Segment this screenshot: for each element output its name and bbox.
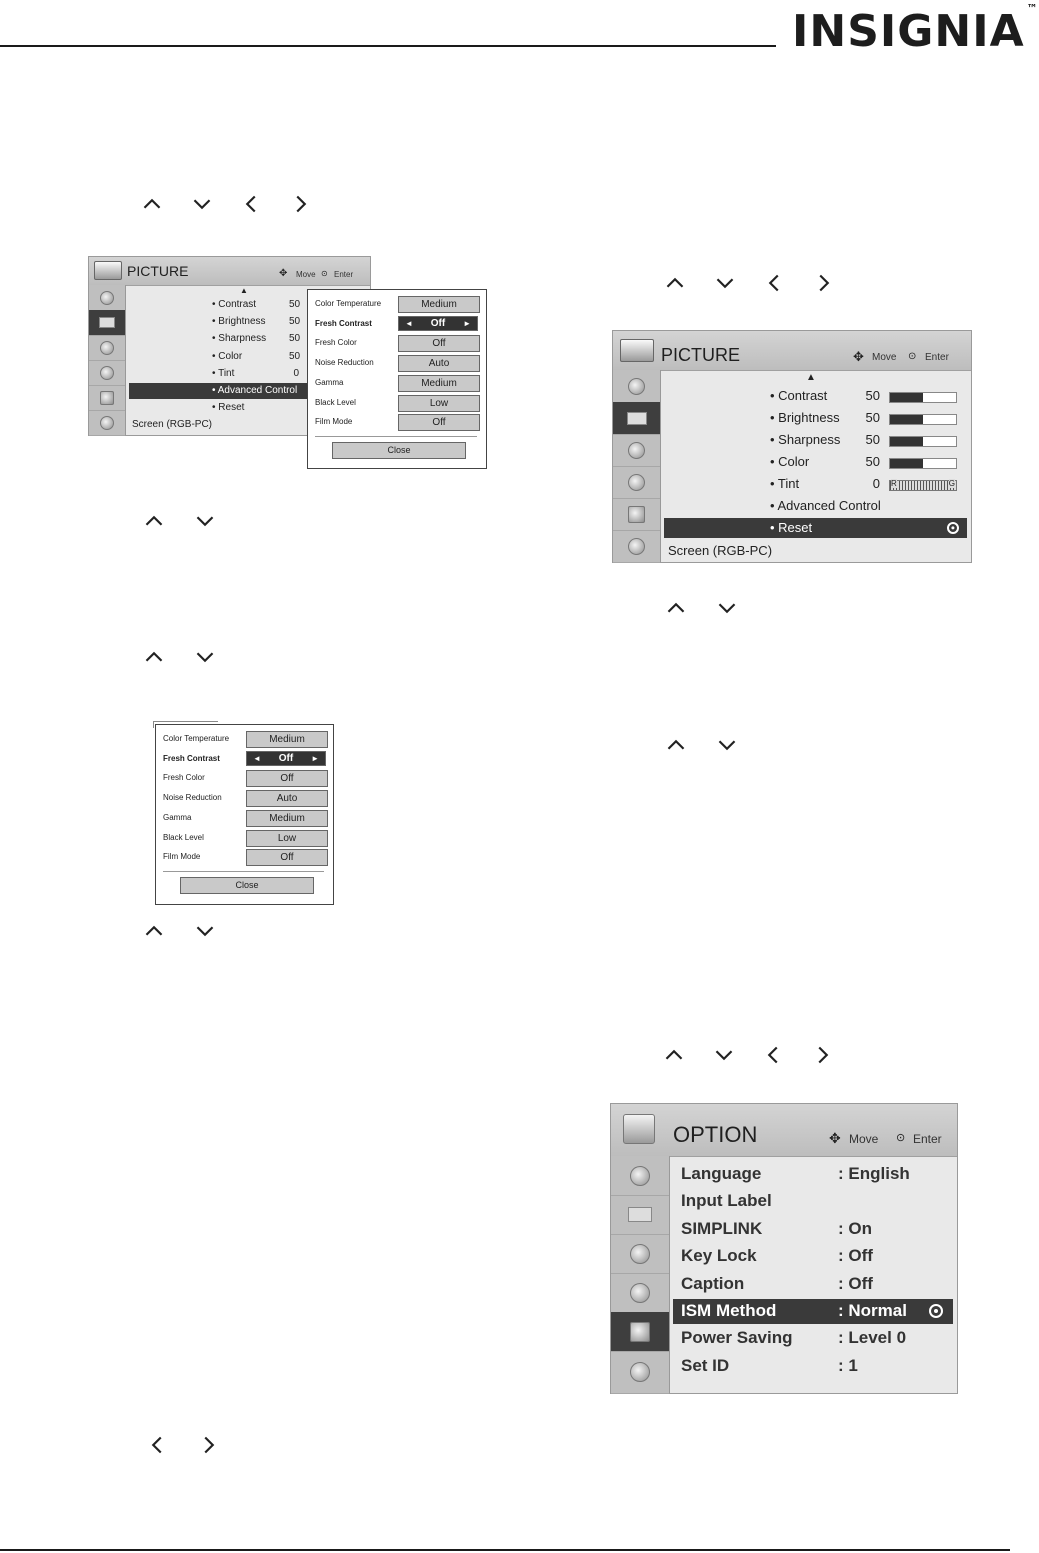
right-arrow-icon[interactable]: ► [311, 753, 319, 763]
menu-item-value: 50 [289, 299, 301, 310]
brand-logo: INSIGNIA ™ [792, 2, 1039, 57]
header-rule [0, 45, 776, 47]
level-bar[interactable] [889, 392, 957, 403]
move-icon: ✥ [279, 268, 288, 279]
setting-value[interactable]: Medium [246, 810, 328, 827]
chevron-up-icon [667, 738, 685, 752]
menu-item-label: • Brightness [770, 410, 840, 425]
chevron-down-icon [196, 924, 214, 938]
enter-indicator-icon [947, 522, 959, 534]
scroll-up-indicator[interactable]: ▲ [806, 372, 816, 383]
enter-icon: ⊙ [896, 1132, 906, 1144]
divider [163, 871, 324, 872]
level-bar-fill [890, 393, 923, 402]
move-hint: Move [872, 352, 897, 363]
menu-sidebar [611, 1156, 670, 1393]
tint-red-label: R [891, 479, 897, 488]
setting-label: Color Temperature [315, 299, 382, 308]
option-item-value: : Level 0 [838, 1328, 907, 1348]
move-hint: Move [849, 1132, 879, 1146]
setting-label: Film Mode [315, 417, 353, 427]
chevron-down-icon [715, 1048, 733, 1062]
menu-item-label: • Advanced Control [770, 498, 881, 513]
menu-item-label: • Contrast [770, 388, 828, 403]
setting-label: Noise Reduction [315, 358, 374, 368]
level-bar-fill [890, 415, 923, 424]
menu-title: OPTION [673, 1122, 758, 1147]
sidebar-lock-icon[interactable] [89, 410, 125, 436]
close-button[interactable]: Close [180, 877, 314, 894]
screen-source-label: Screen (RGB-PC) [668, 543, 773, 558]
sidebar-time-icon[interactable] [611, 1273, 669, 1313]
left-arrow-icon[interactable]: ◄ [405, 318, 413, 328]
setting-label: Black Level [163, 832, 204, 842]
menu-item-row[interactable] [664, 386, 967, 406]
setting-label: Fresh Color [163, 773, 205, 783]
sidebar-time-icon[interactable] [89, 360, 125, 386]
setting-value[interactable]: Off [398, 414, 480, 431]
sidebar-lock-icon[interactable] [613, 530, 660, 563]
chevron-left-icon [244, 195, 258, 213]
setting-value[interactable]: Off [246, 849, 328, 866]
option-item-row[interactable] [673, 1162, 953, 1187]
chevron-up-icon [667, 601, 685, 615]
option-item-label: Set ID [681, 1355, 730, 1375]
screen-source-label: Screen (RGB-PC) [132, 419, 213, 430]
menu-item-value: 0 [293, 367, 299, 379]
chevron-down-icon [716, 276, 734, 290]
menu-item-value: 0 [872, 476, 880, 491]
left-arrow-icon[interactable]: ◄ [253, 753, 261, 763]
setting-value[interactable]: Auto [398, 355, 480, 372]
option-item-label: SIMPLINK [681, 1218, 763, 1238]
level-bar[interactable] [889, 458, 957, 469]
setting-label: Color Temperature [163, 734, 230, 743]
chevron-down-icon [718, 738, 736, 752]
sidebar-picture-icon[interactable] [611, 1195, 669, 1235]
option-item-value: : 1 [838, 1355, 858, 1375]
sidebar-setup-icon[interactable] [611, 1156, 669, 1196]
option-item-label: Caption [681, 1273, 745, 1293]
option-item-label: Language [681, 1164, 762, 1183]
menu-item-label: • Reset [770, 520, 813, 535]
tv-icon [620, 339, 654, 362]
chevron-up-icon [665, 1048, 683, 1062]
setting-value[interactable]: Low [246, 830, 328, 847]
chevron-up-icon [143, 197, 161, 211]
enter-hint: Enter [925, 352, 949, 363]
chevron-right-icon [817, 274, 831, 292]
sidebar-setup-icon[interactable] [89, 285, 125, 311]
menu-item-row[interactable] [664, 408, 967, 428]
move-icon: ✥ [853, 349, 864, 364]
setting-value[interactable] [246, 751, 326, 766]
menu-item-label: • Brightness [212, 316, 266, 328]
setting-label: Gamma [163, 812, 192, 822]
option-menu-icon [623, 1114, 655, 1144]
footer-rule [0, 1549, 1010, 1551]
setting-label: Film Mode [163, 852, 201, 862]
setting-value[interactable]: Medium [246, 731, 328, 748]
chevron-down-icon [718, 601, 736, 615]
option-item-label: ISM Method [681, 1301, 777, 1320]
option-item-label: Input Label [681, 1191, 772, 1211]
option-item-value: : On [838, 1218, 872, 1238]
option-item-label: Power Saving [681, 1328, 793, 1348]
chevron-left-icon [150, 1436, 164, 1454]
option-item-row[interactable] [673, 1244, 953, 1269]
menu-title-bar [613, 331, 971, 371]
option-item-value: : Off [838, 1273, 873, 1293]
level-bar-fill [890, 459, 923, 468]
menu-sidebar [89, 285, 126, 435]
enter-hint: Enter [913, 1132, 942, 1146]
menu-item-label: • Sharpness [212, 333, 267, 345]
chevron-down-icon [193, 197, 211, 211]
menu-item-value: 50 [865, 454, 880, 469]
chevron-down-icon [196, 514, 214, 528]
picture-menu-large [612, 330, 972, 563]
menu-title: PICTURE [127, 263, 189, 279]
menu-item-row[interactable] [664, 518, 967, 538]
sidebar-lock-icon[interactable] [611, 1351, 669, 1394]
sidebar-picture-icon[interactable] [89, 310, 125, 336]
setting-label: Fresh Color [315, 338, 357, 348]
level-bar-fill [890, 437, 923, 446]
menu-item-row[interactable] [664, 430, 967, 450]
close-button[interactable]: Close [332, 442, 466, 459]
sidebar-time-icon[interactable] [613, 466, 660, 499]
advanced-control-popup [307, 289, 487, 469]
option-menu [610, 1103, 958, 1394]
setting-value[interactable]: Off [246, 770, 328, 787]
chevron-left-icon [767, 274, 781, 292]
menu-item-value: 50 [289, 350, 301, 362]
advanced-control-panel [155, 724, 334, 905]
menu-item-label: • Tint [212, 367, 235, 379]
sidebar-audio-icon[interactable] [611, 1234, 669, 1274]
option-item-value: : Off [838, 1246, 873, 1266]
menu-item-value: 50 [289, 333, 301, 345]
menu-title-bar [611, 1104, 957, 1157]
move-icon: ✥ [829, 1130, 841, 1146]
tint-bar[interactable] [889, 480, 957, 491]
menu-item-label: • Contrast [212, 299, 257, 310]
tint-green-label: G [948, 479, 955, 488]
enter-indicator-icon [929, 1304, 943, 1318]
chevron-up-icon [145, 650, 163, 664]
menu-item-value: 50 [865, 410, 880, 425]
menu-item-label: • Tint [770, 476, 800, 491]
menu-item-label: • Reset [212, 402, 245, 414]
sidebar-audio-icon[interactable] [89, 335, 125, 361]
setting-label: Fresh Contrast [315, 318, 372, 328]
chevron-up-icon [145, 924, 163, 938]
enter-hint: Enter [334, 270, 354, 279]
sidebar-audio-icon[interactable] [613, 434, 660, 467]
menu-item-row[interactable] [664, 474, 967, 494]
menu-item-value: 50 [865, 432, 880, 447]
setting-value[interactable]: Medium [398, 296, 480, 313]
setting-value-text: Off [430, 317, 446, 329]
chevron-right-icon [816, 1046, 830, 1064]
setting-label: Noise Reduction [163, 793, 222, 803]
chevron-down-icon [196, 650, 214, 664]
option-item-row[interactable] [673, 1189, 953, 1214]
option-item-row[interactable] [673, 1272, 953, 1297]
menu-title-bar [89, 257, 370, 286]
chevron-right-icon [202, 1436, 216, 1454]
setting-value-text: Off [278, 752, 294, 764]
sidebar-picture-icon[interactable] [613, 402, 660, 435]
setting-value[interactable]: Medium [398, 375, 480, 392]
menu-item-label: • Advanced Control [212, 385, 298, 396]
option-item-row[interactable] [673, 1326, 953, 1351]
setting-value[interactable]: Low [398, 395, 480, 412]
sidebar-option-icon[interactable] [611, 1312, 669, 1352]
setting-value[interactable]: Off [398, 335, 480, 352]
option-item-row[interactable] [673, 1299, 953, 1324]
divider [315, 436, 477, 437]
option-item-value: : Normal [838, 1301, 907, 1320]
chevron-right-icon [294, 195, 308, 213]
option-item-value: : English [838, 1164, 910, 1183]
setting-value[interactable]: Auto [246, 790, 328, 807]
option-item-row[interactable] [673, 1217, 953, 1242]
option-item-label: Key Lock [681, 1246, 757, 1266]
sidebar-option-icon[interactable] [613, 498, 660, 531]
setting-value[interactable] [398, 316, 478, 331]
enter-icon: ⊙ [321, 269, 328, 278]
menu-item-label: • Sharpness [770, 432, 841, 447]
menu-title: PICTURE [661, 345, 741, 365]
tv-icon [94, 261, 122, 280]
sidebar-setup-icon[interactable] [613, 370, 660, 403]
menu-item-label: • Color [770, 454, 810, 469]
setting-label: Gamma [315, 377, 344, 387]
setting-label: Fresh Contrast [163, 753, 220, 763]
chevron-up-icon [145, 514, 163, 528]
level-bar[interactable] [889, 436, 957, 447]
enter-icon: ⊙ [908, 351, 917, 362]
menu-sidebar [613, 370, 661, 562]
scroll-up-indicator[interactable]: ▲ [240, 286, 248, 295]
level-bar[interactable] [889, 414, 957, 425]
menu-item-label: • Color [212, 350, 243, 362]
menu-item-value: 50 [865, 388, 880, 403]
option-item-row[interactable] [673, 1354, 953, 1379]
setting-label: Black Level [315, 397, 356, 407]
chevron-up-icon [666, 276, 684, 290]
chevron-left-icon [766, 1046, 780, 1064]
sidebar-option-icon[interactable] [89, 385, 125, 411]
right-arrow-icon[interactable]: ► [463, 318, 471, 328]
menu-item-row[interactable] [664, 452, 967, 472]
menu-item-value: 50 [289, 316, 301, 328]
move-hint: Move [296, 270, 316, 279]
menu-item-row[interactable] [664, 496, 967, 516]
